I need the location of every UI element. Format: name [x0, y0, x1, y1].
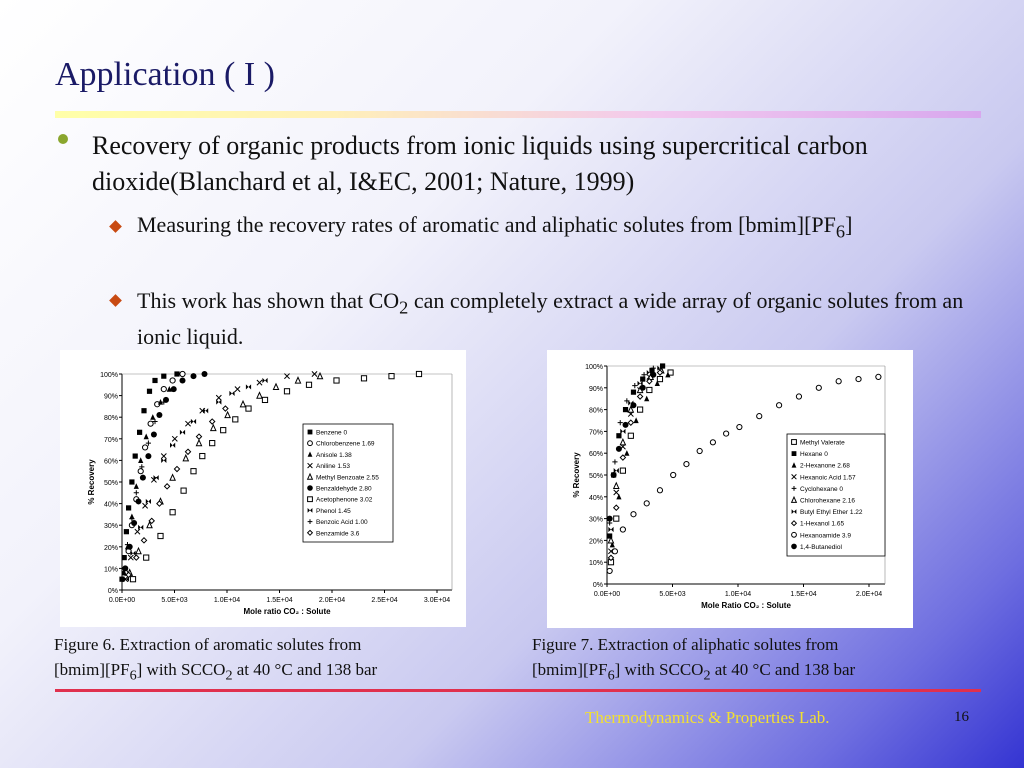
data-point: [796, 394, 801, 399]
data-point: [644, 396, 649, 402]
data-point: [170, 510, 175, 515]
data-point: [191, 419, 196, 424]
data-point: [143, 503, 148, 508]
data-point: [737, 424, 742, 429]
data-point: [416, 371, 421, 376]
legend-label: Benzaldehyde 2.80: [316, 485, 372, 493]
legend-marker: [308, 497, 313, 502]
legend-label: Chlorobenzene 1.69: [316, 440, 375, 448]
data-point: [138, 457, 143, 463]
data-point: [623, 422, 629, 428]
y-tick-label: 20%: [588, 538, 603, 546]
figure7-caption-line2: [532, 657, 855, 688]
data-point: [128, 555, 133, 560]
data-point: [170, 475, 175, 481]
data-point: [607, 516, 613, 522]
legend-marker: [792, 440, 797, 445]
data-point: [614, 516, 619, 521]
caption-part: [bmim][PF: [54, 660, 130, 679]
data-point: [623, 407, 628, 412]
data-point: [724, 431, 729, 436]
y-axis-title: % Recovery: [572, 452, 581, 498]
sub-bullet-2: [137, 286, 967, 351]
data-point: [607, 568, 612, 573]
sub-bullet-1: [137, 210, 967, 246]
data-point: [158, 533, 163, 538]
data-point: [624, 450, 629, 456]
y-tick-label: 100%: [585, 364, 603, 371]
legend: [787, 434, 885, 556]
data-point: [836, 379, 841, 384]
data-point: [134, 555, 139, 560]
x-axis-title: Mole ratio CO₂ : Solute: [243, 607, 331, 616]
data-point: [671, 472, 676, 477]
y-tick-label: 40%: [588, 494, 603, 502]
legend-label: 1-Hexanol 1.65: [800, 520, 845, 528]
legend-label: Hexanoamide 3.9: [800, 532, 851, 540]
data-point: [196, 440, 201, 446]
data-point: [196, 434, 201, 439]
y-tick-label: 40%: [103, 501, 118, 509]
data-point: [620, 527, 625, 532]
legend-marker: [308, 430, 313, 435]
data-point: [229, 391, 234, 396]
legend-label: Methyl Valerate: [800, 439, 845, 447]
data-point: [284, 374, 289, 379]
data-point: [614, 490, 619, 495]
data-point: [776, 403, 781, 408]
data-point: [684, 462, 689, 467]
data-point: [637, 394, 642, 399]
bullet-dot-icon: [58, 134, 68, 144]
data-point: [180, 430, 185, 435]
caption-part: at 40 °C and 138 bar: [232, 660, 378, 679]
x-tick-label: 2.0E+04: [318, 597, 346, 604]
data-point: [185, 421, 190, 426]
figure7-chart: [547, 350, 913, 628]
data-point: [295, 377, 300, 383]
data-point: [856, 376, 861, 381]
page-number: 16: [954, 709, 969, 725]
data-point: [246, 406, 251, 411]
data-point: [122, 555, 127, 560]
data-point: [174, 466, 179, 471]
sub-bullet-1-end: ]: [845, 212, 853, 237]
x-axis-title: Mole Ratio CO₂ : Solute: [701, 601, 791, 610]
legend-label: 1,4-Butanediol: [800, 543, 842, 551]
data-point: [133, 453, 138, 458]
data-point: [202, 371, 208, 377]
x-tick-label: 1.5E+04: [790, 591, 817, 598]
data-point: [145, 453, 151, 459]
data-point: [136, 498, 142, 504]
data-point: [141, 408, 146, 413]
figure6-chart: [60, 350, 466, 627]
data-point: [334, 378, 339, 383]
data-point: [165, 484, 170, 489]
legend-label: Benzene 0: [316, 429, 348, 437]
data-point: [647, 387, 652, 392]
legend-label: Methyl Benzoate 2.55: [316, 474, 379, 482]
y-tick-label: 10%: [588, 560, 603, 568]
data-point: [210, 441, 215, 446]
y-tick-label: 80%: [103, 415, 118, 423]
data-point: [191, 469, 196, 474]
y-tick-label: 90%: [588, 385, 603, 393]
sub-bullet-2-subscript: 2: [399, 297, 409, 318]
legend-label: Hexanoic Acid 1.57: [800, 474, 856, 482]
caption-part: [bmim][PF: [532, 660, 608, 679]
data-point: [180, 371, 185, 376]
data-point: [657, 376, 662, 381]
figure6-caption-line2: [54, 657, 377, 688]
data-point: [612, 549, 617, 554]
legend-marker: [792, 532, 797, 537]
data-point: [630, 402, 636, 408]
data-point: [361, 376, 366, 381]
x-tick-label: 0.0E+00: [108, 597, 136, 604]
data-point: [710, 440, 715, 445]
y-tick-label: 50%: [103, 480, 118, 487]
data-point: [126, 505, 131, 510]
data-point: [181, 488, 186, 493]
data-point: [612, 459, 617, 464]
data-point: [273, 384, 278, 390]
y-tick-label: 30%: [588, 516, 603, 524]
caption-subscript: 6: [129, 667, 137, 684]
data-point: [170, 378, 175, 383]
data-point: [129, 479, 134, 484]
y-tick-label: 0%: [592, 582, 603, 589]
data-point: [306, 382, 311, 387]
data-point: [137, 430, 142, 435]
data-point: [152, 378, 157, 383]
data-point: [611, 472, 617, 478]
x-tick-label: 3.0E+04: [423, 597, 451, 604]
figure7-caption-line1: Figure 7. Extraction of aliphatic solutes from: [532, 635, 839, 654]
data-point: [616, 433, 621, 438]
data-point: [216, 399, 221, 404]
data-point: [138, 525, 143, 530]
data-point: [183, 455, 188, 461]
data-point: [262, 397, 267, 402]
data-point: [136, 548, 141, 554]
slide-title: Application ( I ): [55, 56, 275, 93]
data-point: [284, 389, 289, 394]
legend: [303, 424, 393, 542]
data-point: [618, 420, 623, 425]
data-point: [156, 412, 162, 418]
y-tick-label: 80%: [588, 407, 603, 415]
data-point: [246, 384, 251, 389]
data-point: [135, 529, 140, 534]
data-point: [140, 475, 146, 481]
data-point: [757, 414, 762, 419]
y-tick-label: 30%: [103, 523, 118, 531]
y-tick-label: 20%: [103, 544, 118, 552]
legend-label: Benzamide 3.6: [316, 530, 360, 538]
y-tick-label: 50%: [588, 473, 603, 480]
sub-bullet-1-text: Measuring the recovery rates of aromatic and aliphatic solutes from [bmim][PF: [137, 212, 836, 237]
data-point: [170, 443, 175, 448]
caption-part: at 40 °C and 138 bar: [710, 660, 856, 679]
y-tick-label: 90%: [103, 393, 118, 401]
legend-marker: [792, 451, 797, 456]
x-tick-label: 2.0E+04: [855, 591, 883, 598]
data-point: [221, 428, 226, 433]
data-point: [154, 475, 159, 480]
data-point: [185, 449, 190, 454]
y-tick-label: 60%: [103, 458, 118, 466]
y-tick-label: 100%: [100, 372, 118, 379]
x-tick-label: 1.0E+04: [213, 597, 241, 604]
data-point: [262, 378, 267, 383]
data-point: [161, 374, 166, 379]
caption-subscript: 2: [703, 667, 711, 684]
data-point: [257, 393, 262, 399]
data-point: [240, 401, 245, 407]
data-point: [134, 490, 139, 495]
legend-label: Benzoic Acid 1.00: [316, 519, 368, 527]
legend-label: Aniline 1.53: [316, 463, 350, 471]
caption-subscript: 2: [225, 667, 233, 684]
y-axis-title: % Recovery: [87, 459, 96, 505]
data-point: [631, 512, 636, 517]
data-point: [620, 439, 625, 445]
x-tick-label: 1.0E+04: [724, 591, 752, 598]
data-point: [161, 387, 166, 392]
data-point: [876, 374, 881, 379]
data-point: [608, 527, 613, 532]
data-point: [634, 417, 639, 423]
footer-lab-name: Thermodynamics & Properties Lab.: [585, 708, 830, 727]
legend-label: Hexane 0: [800, 451, 828, 459]
data-point: [235, 387, 240, 392]
legend-label: Cyclohexane 0: [800, 485, 843, 493]
data-point: [644, 501, 649, 506]
x-tick-label: 0.0E+00: [593, 591, 621, 598]
data-point: [225, 412, 230, 418]
data-point: [640, 385, 646, 391]
data-point: [144, 434, 149, 440]
data-point: [257, 380, 262, 385]
y-tick-label: 70%: [103, 436, 118, 444]
data-point: [147, 389, 152, 394]
data-point: [141, 538, 146, 543]
figure6-image: [60, 350, 466, 627]
data-point: [614, 505, 619, 510]
legend-label: Butyl Ethyl Ether 1.22: [800, 509, 863, 517]
data-point: [389, 374, 394, 379]
y-tick-label: 70%: [588, 429, 603, 437]
data-point: [143, 445, 148, 450]
x-tick-label: 1.5E+04: [266, 597, 293, 604]
data-point: [816, 385, 821, 390]
data-point: [637, 407, 642, 412]
legend-label: Phenol 1.45: [316, 507, 351, 515]
sub-bullet-2-end: can completely extract a wide array of organic solutes from an ionic liquid.: [137, 288, 964, 350]
y-tick-label: 0%: [107, 588, 118, 595]
data-point: [144, 555, 149, 560]
data-point: [191, 373, 197, 379]
data-point: [130, 577, 135, 582]
data-point: [151, 431, 157, 437]
data-point: [216, 395, 221, 400]
data-point: [697, 448, 702, 453]
data-point: [628, 433, 633, 438]
caption-part: ] with SCCO: [614, 660, 704, 679]
data-point: [631, 390, 636, 395]
main-bullet-text: Recovery of organic products from ionic liquids using supercritical carbon dioxide(Blanchard et al, I&EC, 2001; Nature, 1999): [92, 131, 868, 196]
data-point: [138, 469, 143, 474]
data-point: [632, 383, 637, 388]
caption-part: ] with SCCO: [136, 660, 226, 679]
x-tick-label: 5.0E+03: [161, 597, 188, 604]
figure6-caption: [54, 632, 377, 688]
legend-label: Acetophenone 3.02: [316, 496, 373, 504]
data-point: [616, 446, 622, 452]
legend-label: Chlorohexane 2.16: [800, 497, 855, 505]
sub-bullet-2-text: This work has shown that CO: [137, 288, 400, 313]
data-point: [146, 499, 151, 504]
y-tick-label: 60%: [588, 451, 603, 459]
data-point: [211, 425, 216, 431]
legend-marker: [307, 485, 313, 491]
data-point: [174, 371, 179, 376]
legend-label: 2-Hexanone 2.68: [800, 462, 850, 470]
data-point: [628, 420, 633, 425]
x-tick-label: 5.0E+03: [659, 591, 686, 598]
data-point: [233, 417, 238, 422]
data-point: [210, 419, 215, 424]
figure7-image: [547, 350, 913, 628]
bottom-rule: [55, 689, 981, 692]
y-tick-label: 10%: [103, 566, 118, 574]
title-rule: [55, 111, 981, 118]
data-point: [124, 529, 129, 534]
legend-marker: [791, 544, 797, 550]
legend-label: Anisole 1.38: [316, 451, 352, 459]
data-point: [650, 372, 656, 378]
sub-bullet-1-subscript: 6: [835, 221, 846, 242]
data-point: [161, 453, 166, 458]
x-tick-label: 2.5E+04: [371, 597, 398, 604]
data-point: [172, 436, 177, 441]
figure7-caption: [532, 632, 855, 688]
data-point: [200, 453, 205, 458]
data-point: [614, 483, 619, 489]
legend-marker: [308, 441, 313, 446]
figure6-caption-line1: Figure 6. Extraction of aromatic solutes from: [54, 635, 362, 654]
caption-subscript: 6: [607, 667, 615, 684]
data-point: [657, 488, 662, 493]
data-point: [620, 468, 625, 473]
diamond-bullet-icon: [109, 294, 122, 307]
data-point: [223, 406, 228, 411]
diamond-bullet-icon: [109, 220, 122, 233]
